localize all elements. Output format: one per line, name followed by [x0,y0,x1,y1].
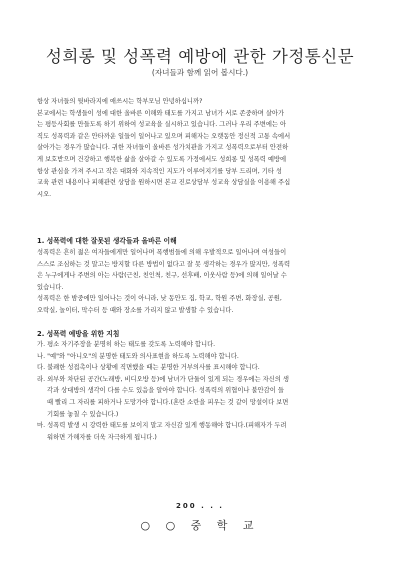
page-title: 성희롱 및 성폭력 예방에 관한 가정통신문 [45,47,355,66]
section2-line: 워하면 가해자를 더욱 자극하게 됩니다.) [37,433,157,441]
intro-paragraph [37,96,367,200]
intro-line: 살아가는 경우가 많습니다. 귀한 자녀들이 올바른 성가치관을 가지고 성폭력으로부터 안전하 [37,144,289,152]
section2-line: 나. "예"와 "아니오"의 분명한 태도와 의사표현을 하도록 노력해야 합니다. [37,352,239,360]
section2-line: 기회를 놓칠 수 있습니다.) [37,410,119,418]
school-name: ○ ○ 중 학 교 [140,519,260,532]
section2-line: 때 빨리 그 자리를 피하거나 도망가야 합니다.(혼란 소란을 피우는 것 같이 망설이다 보면 [37,398,289,406]
intro-line: 게 보호받으며 건강하고 행복한 삶을 살아갈 수 있도록 가정에서도 성희롱 및 성폭력 예방에 [37,155,287,163]
intro-line: 본교에서는 학생들이 성에 대한 올바른 이해와 태도를 가지고 남녀가 서로 존중하며 살아가 [37,109,285,117]
page-subtitle: (자녀들과 함께 읽어 봅시다.) [151,68,249,77]
section1-heading: 1. 성폭력에 대한 잘못된 생각들과 올바른 이해 [37,237,177,245]
section1-line: 성폭력은 한 밤중에만 일어나는 것이 아니라, 낮 동안도 집, 학교, 학원 주변, 화장실, 공원, [37,295,282,303]
section2-line: 가. 평소 자기주장을 분명히 하는 태도를 갖도록 노력해야 합니다. [37,341,216,348]
intro-line: 항상 자녀들의 뒷바라지에 애쓰시는 학부모님 안녕하십니까? [37,98,203,105]
intro-line: 항상 관심을 가져 주시고 작은 대화와 지속적인 지도가 이루어지기를 당부 드리며, 기타 성 [37,167,283,175]
section2-heading: 2. 성폭력 예방을 위한 지침 [37,330,120,338]
section1-line: 스스로 조심하는 것 말고는 방지할 다른 방법이 없다고 잘 못 생각하는 경우가 많지만, 성폭력 [37,260,291,268]
section2-line: 라. 외부와 차단된 공간(노래방, 비디오방 등)에 남녀가 단둘이 있게 되는 경우에는 자신의 생 [37,375,289,383]
issue-date: 200 . . . [176,502,224,510]
section1-body [37,247,367,317]
section2-line: 마. 성폭력 발생 시 강력한 태도를 보이지 말고 자신감 있게 행동해야 합니다.(피해자가 두려 [37,422,287,430]
section1-line: 성폭력은 흔히 젊은 여자들에게만 일어나며 폭행범들에 의해 우발적으로 일어나며 여성들이 [37,249,287,256]
section2-line: 다. 불쾌한 성접촉이나 상황에 직면했을 때는 분명한 거부의사를 표시해야 합니다. [37,364,260,372]
intro-line: 시오. [37,190,52,198]
intro-line: 교육 관련 내용이나 피해관련 상담을 원하시면 본교 진로상담부 성교육 상담실을 이용해 주십 [37,179,291,187]
intro-line: 직도 성폭력과 같은 안타까운 일들이 일어나고 있으며 피해자는 오랫동안 정신적 고통 속에서 [37,132,291,140]
section2-body [37,339,367,443]
section1-line: 은 누구에게나 주변의 아는 사람(근친, 친인척, 친구, 선후배, 이웃사람 등)에 의해 일어날 수 [37,272,287,280]
section1-line: 오락실, 놀이터, 막수터 등 때와 장소를 가리지 않고 발생할 수 있습니다. [37,306,234,314]
section1-line: 있습니다. [37,283,64,291]
intro-line: 는 평등사회를 만들도록 하기 위하여 성교육을 실시하고 있습니다. 그러나 우리 주변에는 아 [37,121,287,129]
section2-line: 각과 상대방의 생각이 다를 수도 있음을 알아야 합니다. 성폭력의 위협이나 불안감이 들 [37,387,284,395]
